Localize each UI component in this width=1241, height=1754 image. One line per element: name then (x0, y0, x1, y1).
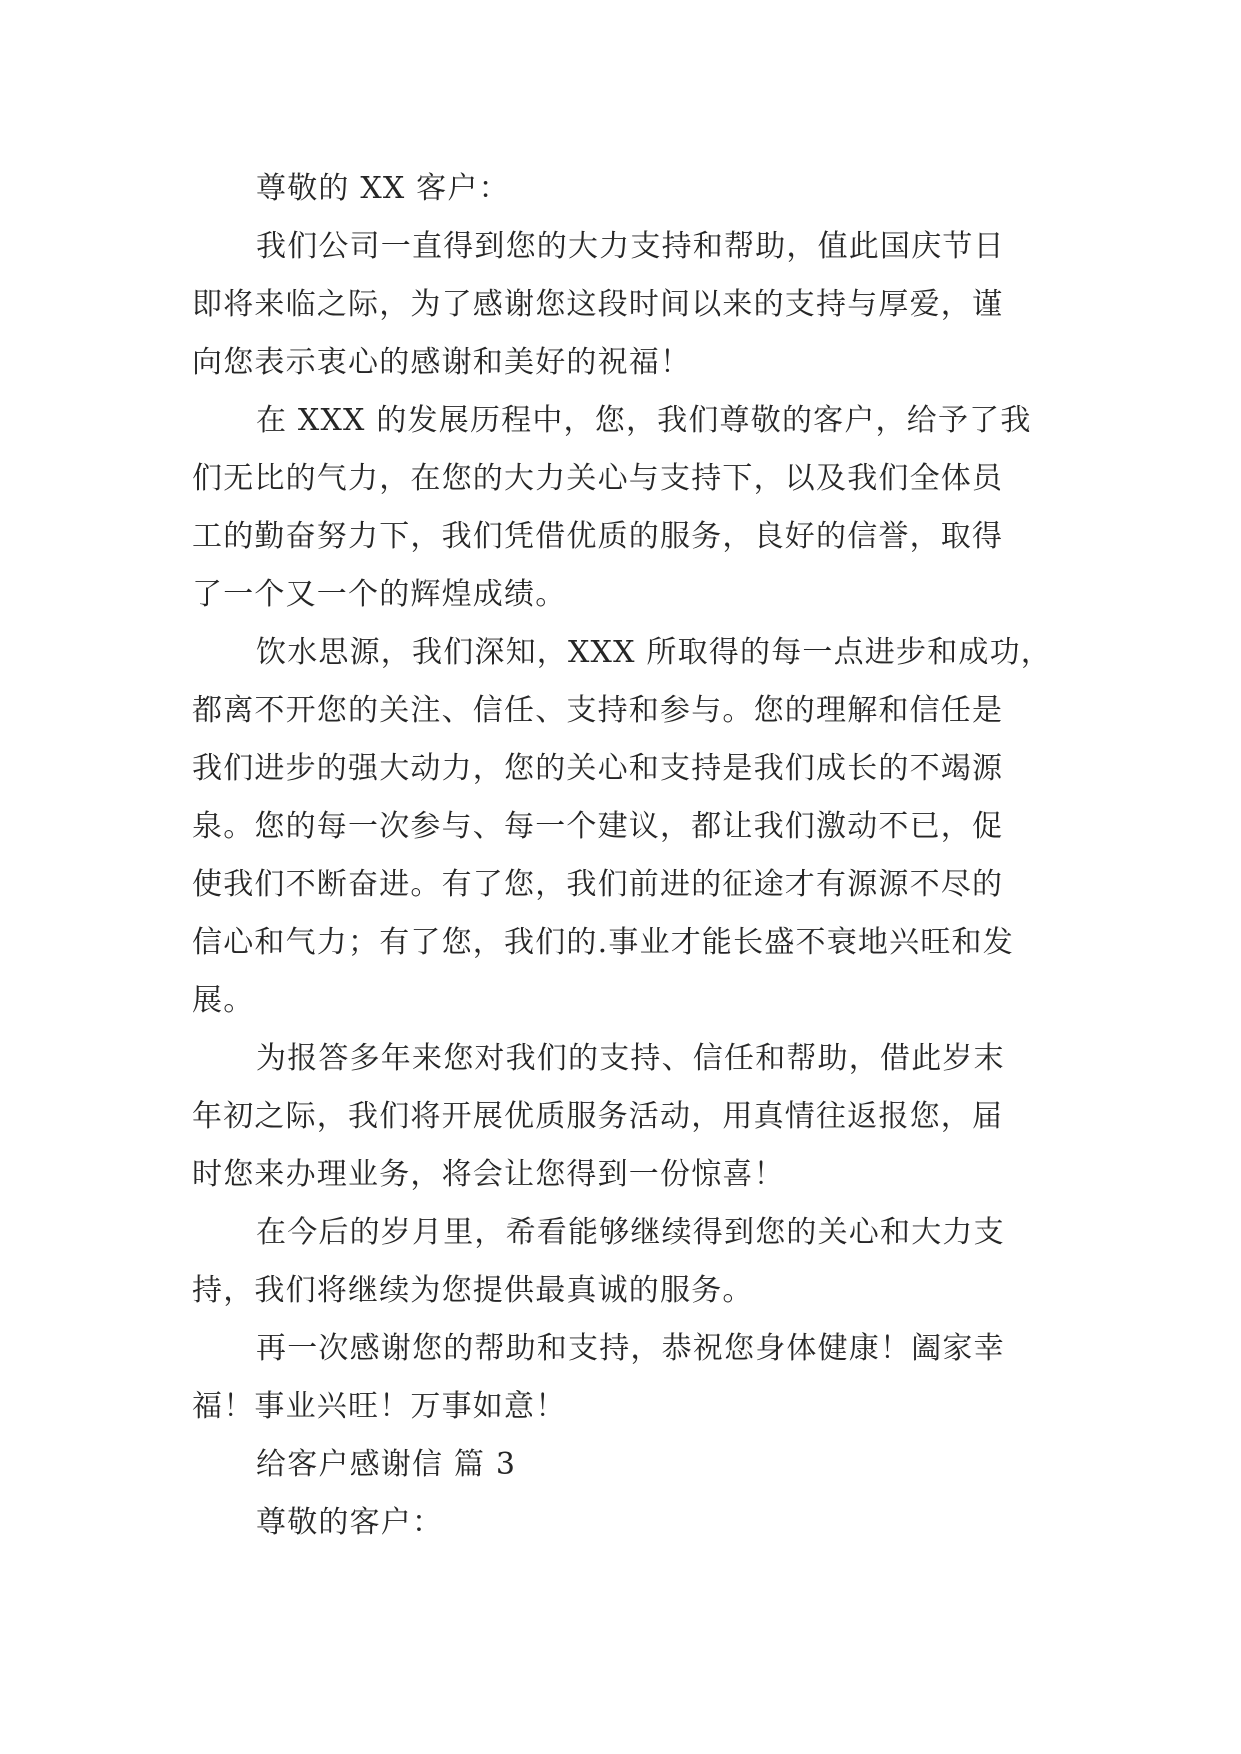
next-salutation-line: 尊敬的客户： (256, 1505, 444, 1540)
paragraph-3-line-7: 展。 (192, 983, 255, 1018)
paragraph-3-line-6: 信心和气力；有了您，我们的.事业才能长盛不衰地兴旺和发 (192, 925, 1014, 960)
paragraph-4-line-1: 为报答多年来您对我们的支持、信任和帮助，借此岁末 (256, 1041, 1005, 1076)
paragraph-2-line-2: 们无比的气力，在您的大力关心与支持下，以及我们全体员 (192, 461, 1004, 496)
paragraph-5-line-1: 在今后的岁月里，希看能够继续得到您的关心和大力支 (256, 1215, 1005, 1250)
salutation-line: 尊敬的 XX 客户： (256, 171, 510, 206)
paragraph-1-line-1: 我们公司一直得到您的大力支持和帮助，值此国庆节日 (256, 229, 1005, 264)
paragraph-4-line-2: 年初之际，我们将开展优质服务活动，用真情往返报您，届 (192, 1099, 1004, 1134)
paragraph-3-line-5: 使我们不断奋进。有了您，我们前进的征途才有源源不尽的 (192, 867, 1004, 902)
paragraph-5-line-2: 持，我们将继续为您提供最真诚的服务。 (192, 1273, 754, 1308)
paragraph-2-line-1: 在 XXX 的发展历程中，您，我们尊敬的客户，给予了我 (256, 403, 1032, 438)
paragraph-6-line-2: 福！事业兴旺！万事如意！ (192, 1389, 567, 1424)
paragraph-1-line-2: 即将来临之际，为了感谢您这段时间以来的支持与厚爱，谨 (192, 287, 1004, 322)
paragraph-2-line-4: 了一个又一个的辉煌成绩。 (192, 577, 567, 612)
letter-body (192, 160, 1072, 1552)
section-heading: 给客户感谢信 篇 3 (256, 1447, 517, 1482)
paragraph-3-line-1: 饮水思源，我们深知，XXX 所取得的每一点进步和成功， (256, 635, 1053, 670)
paragraph-2-line-3: 工的勤奋努力下，我们凭借优质的服务，良好的信誉，取得 (192, 519, 1004, 554)
paragraph-3-line-4: 泉。您的每一次参与、每一个建议，都让我们激动不已，促 (192, 809, 1004, 844)
paragraph-1-line-3: 向您表示衷心的感谢和美好的祝福！ (192, 345, 692, 380)
paragraph-6-line-1: 再一次感谢您的帮助和支持，恭祝您身体健康！阖家幸 (256, 1331, 1005, 1366)
paragraph-4-line-3: 时您来办理业务，将会让您得到一份惊喜！ (192, 1157, 785, 1192)
paragraph-3-line-2: 都离不开您的关注、信任、支持和参与。您的理解和信任是 (192, 693, 1004, 728)
paragraph-3-line-3: 我们进步的强大动力，您的关心和支持是我们成长的不竭源 (192, 751, 1004, 786)
